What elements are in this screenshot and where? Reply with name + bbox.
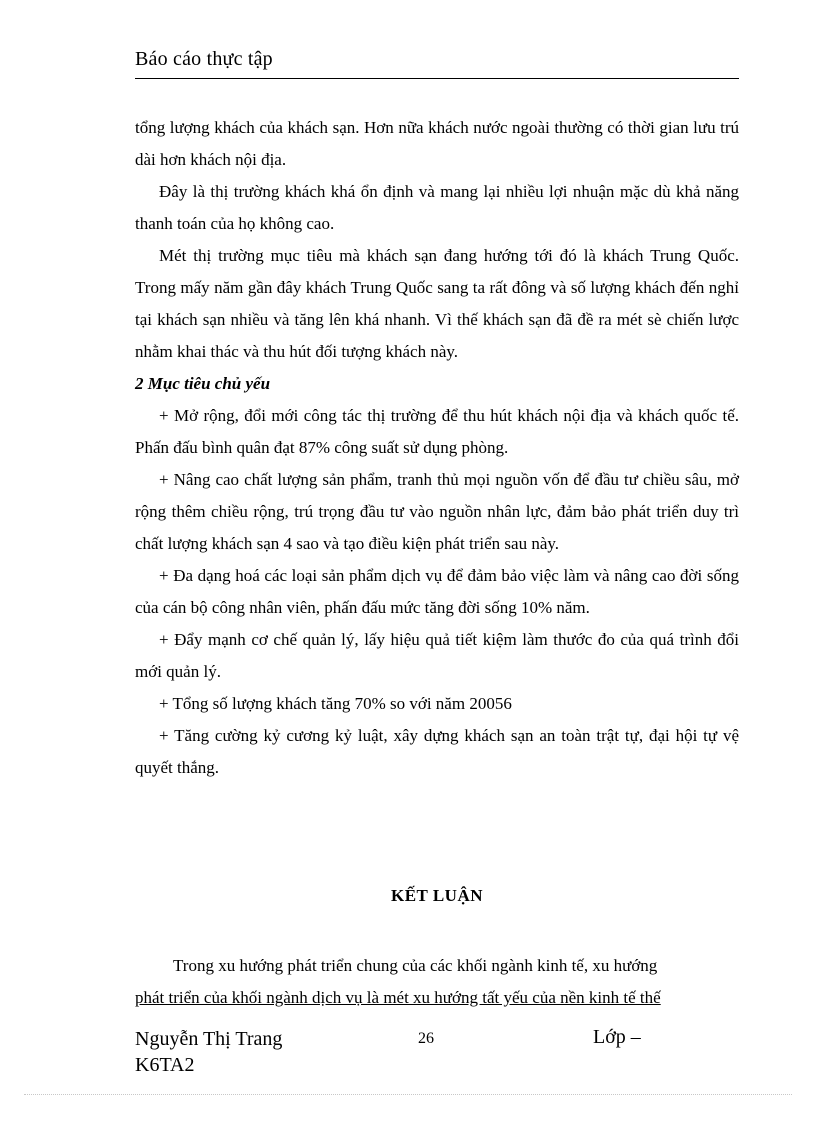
footer-class-label: Lớp – [593, 1026, 641, 1048]
bullet-4: + Đẩy mạnh cơ chế quản lý, lấy hiệu quả tiết kiệm làm thước đo của quá trình đổi mới quản lý. [135, 630, 739, 681]
page-number: 26 [418, 1030, 434, 1047]
footer-author [135, 1026, 282, 1078]
bullet-1: + Mở rộng, đổi mới công tác thị trường để thu hút khách nội địa và khách quốc tế. Phấn đấu bình quân đạt 87% công suất sử dụng phòng. [135, 406, 739, 457]
section-heading: 2 Mục tiêu chủ yếu [135, 374, 271, 393]
bullet-5: + Tổng số lượng khách tăng 70% so với năm 20056 [159, 694, 512, 713]
footer-author-class: K6TA2 [135, 1054, 195, 1076]
conclusion-title: KẾT LUẬN [390, 886, 483, 905]
header-divider [135, 78, 739, 79]
header-title: Báo cáo thực tập [135, 48, 273, 70]
paragraph-2: Đây là thị trường khách khá ổn định và mang lại nhiều lợi nhuận mặc dù khả năng thanh toán của họ không cao. [135, 182, 739, 233]
conclusion-line-1: Trong xu hướng phát triển chung của các khối ngành kinh tế, xu hướng [173, 956, 658, 975]
paragraph-1: tổng lượng khách của khách sạn. Hơn nữa khách nước ngoài thường có thời gian lưu trú dài hơn khách nội địa. [135, 118, 739, 169]
conclusion-text [135, 950, 739, 1014]
paragraph-3: Mét thị trường mục tiêu mà khách sạn đang hướng tới đó là khách Trung Quốc. Trong mấy năm gần đây khách Trung Quốc sang ta rất đông và số lượng khách đến nghỉ tại khách sạn nhiều và tăng lên khá nhanh. Vì thế khách sạn đã đề ra mét sè chiến lược nhằm khai thác và thu hút đối tượng khách này. [135, 246, 739, 361]
footer-author-name: Nguyễn Thị Trang [135, 1028, 283, 1050]
bullet-6: + Tăng cường kỷ cương kỷ luật, xây dựng khách sạn an toàn trật tự, đại hội tự vệ quyết thắng. [135, 726, 739, 777]
body-text [135, 112, 739, 784]
bullet-3: + Đa dạng hoá các loại sản phẩm dịch vụ để đảm bảo việc làm và nâng cao đời sống của cán bộ công nhân viên, phấn đấu mức tăng đời sống 10% năm. [135, 566, 739, 617]
bullet-2: + Nâng cao chất lượng sản phẩm, tranh thủ mọi nguồn vốn để đầu tư chiều sâu, mở rộng thêm chiều rộng, trú trọng đầu tư vào nguồn nhân lực, đảm bảo phát triển duy trì chất lượng khách sạn 4 sao và tạo điều kiện phát triển sau này. [135, 470, 739, 553]
conclusion-line-2: phát triển của khối ngành dịch vụ là mét xu hướng tất yếu của nền kinh tế thế [135, 988, 661, 1007]
